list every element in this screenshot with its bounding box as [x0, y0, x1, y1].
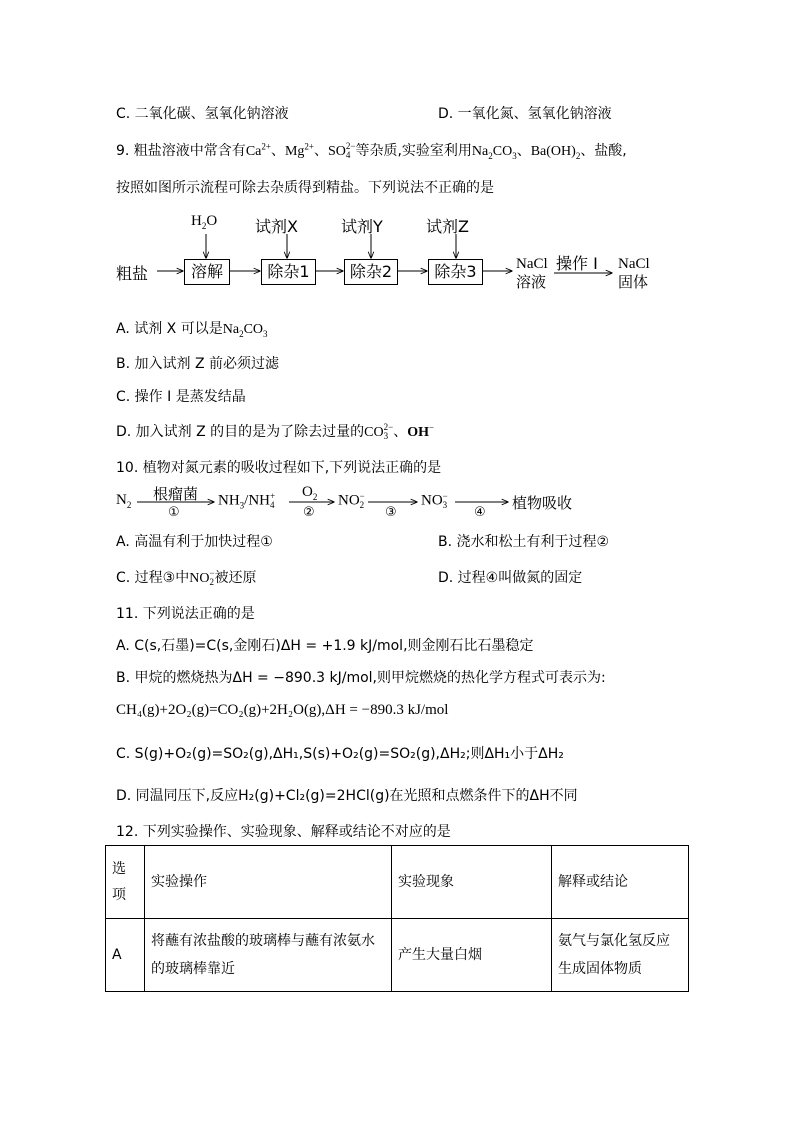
q11-stem: 11. 下列说法正确的是 — [116, 606, 255, 622]
q10-option-c: C. 过程③中NO − 2 被还原 — [116, 568, 257, 587]
chain-arrow2-top: $O_2$ — [302, 484, 318, 502]
q9-stem-line2: 按照如图所示流程可除去杂质得到精盐。下列说法不正确的是 — [116, 180, 494, 196]
header-operation: 实验操作 — [145, 846, 392, 919]
q12-stem: 12. 下列实验操作、实验现象、解释或结论不对应的是 — [116, 824, 451, 840]
q10-option-b: B. 浇水和松土有利于过程② — [438, 534, 610, 550]
q10-stem: 10. 植物对氮元素的吸收过程如下,下列说法正确的是 — [116, 460, 442, 476]
flow-arrows — [0, 0, 794, 300]
flow-start-label: 粗盐 — [116, 264, 149, 283]
flow-box-remove1: 除杂1 — [261, 259, 316, 285]
flow-nacl-solid: NaCl 固体 — [618, 256, 650, 291]
flow-operation-label: 操作 I — [556, 254, 598, 273]
q10-option-a: A. 高温有利于加快过程① — [116, 534, 273, 550]
flow-reagent-x-label: 试剂X — [255, 217, 298, 236]
q9-option-a: A. 试剂 X 可以是$Na_2CO_3$ — [116, 321, 268, 339]
flow-reagent-y-label: 试剂Y — [341, 217, 383, 236]
chain-arrow3-bottom: ③ — [385, 505, 397, 520]
table-row — [106, 919, 689, 992]
flow-nacl-solution: NaCl 溶液 — [516, 256, 548, 291]
header-phenomenon: 实验现象 — [392, 846, 552, 919]
header-option: 选项 — [106, 846, 145, 919]
q9-option-d: D. 加入试剂 Z 的目的是为了除去过量的CO 2− 3 、OH− — [116, 422, 435, 441]
header-conclusion: 解释或结论 — [552, 846, 689, 919]
flow-box-remove3: 除杂3 — [428, 259, 483, 285]
chain-arrow1-top: 根瘤菌 — [153, 485, 199, 503]
q11-option-d: D. 同温同压下,反应H₂(g)+Cl₂(g)=2HCl(g)在光照和点燃条件下的ΔH不同 — [116, 788, 578, 804]
chain-nh3-nh4: $NH_3/NH$ + 4 — [218, 491, 276, 511]
row-a-phenomenon: 产生大量白烟 — [392, 919, 552, 992]
q11-option-c: C. S(g)+O₂(g)=SO₂(g),ΔH₁,S(s)+O₂(g)=SO₂(g),ΔH₂;则ΔH₁小于ΔH₂ — [116, 746, 564, 762]
q8-option-c: C. 二氧化碳、氢氧化钠溶液 — [116, 106, 289, 122]
chain-no2: NO − 2 — [338, 491, 365, 510]
q9-option-c: C. 操作 I 是蒸发结晶 — [116, 389, 246, 405]
chain-arrow1-bottom: ① — [168, 505, 180, 520]
q8-option-d: D. 一氧化氮、氢氧化钠溶液 — [438, 106, 612, 122]
q12-table — [105, 845, 689, 992]
flow-h2o-label: $H_2O$ — [191, 213, 218, 231]
chain-arrow4-bottom: ④ — [474, 505, 486, 520]
chain-no3: NO − 3 — [421, 491, 448, 510]
flow-box-dissolve: 溶解 — [184, 259, 230, 285]
row-a-operation: 将蘸有浓盐酸的玻璃棒与蘸有浓氨水 的玻璃棒靠近 — [145, 919, 392, 992]
table-header-row — [106, 846, 689, 919]
flow-box-remove2: 除杂2 — [344, 259, 398, 285]
q11-equation-b: CH₄(g)+2O₂(g)=CO₂(g)+2H₂O(g),ΔH = −890.3 kJ/mol — [116, 702, 449, 718]
row-a-option: A — [106, 919, 145, 992]
q9-stem-line1: 9. 粗盐溶液中常含有$Ca^{2+}$、$Mg^{2+}$、SO 2− 4 等杂质,实验室利用$Na_2CO_3$、$Ba(OH)_2$、盐酸, — [116, 141, 627, 161]
chain-end: 植物吸收 — [512, 494, 573, 512]
chain-n2: $N_2$ — [116, 492, 132, 510]
flow-reagent-z-label: 试剂Z — [426, 217, 469, 236]
q11-option-a: A. C(s,石墨)=C(s,金刚石)ΔH = +1.9 kJ/mol,则金刚石比石墨稳定 — [116, 638, 534, 654]
chain-arrow2-bottom: ② — [303, 505, 315, 520]
q9-option-b: B. 加入试剂 Z 前必须过滤 — [116, 356, 279, 372]
q11-option-b: B. 甲烷的燃烧热为ΔH = −890.3 kJ/mol,则甲烷燃烧的热化学方程式可表示为: — [116, 670, 606, 686]
row-a-conclusion: 氨气与氯化氢反应 生成固体物质 — [552, 919, 689, 992]
q10-option-d: D. 过程④叫做氮的固定 — [438, 570, 583, 586]
